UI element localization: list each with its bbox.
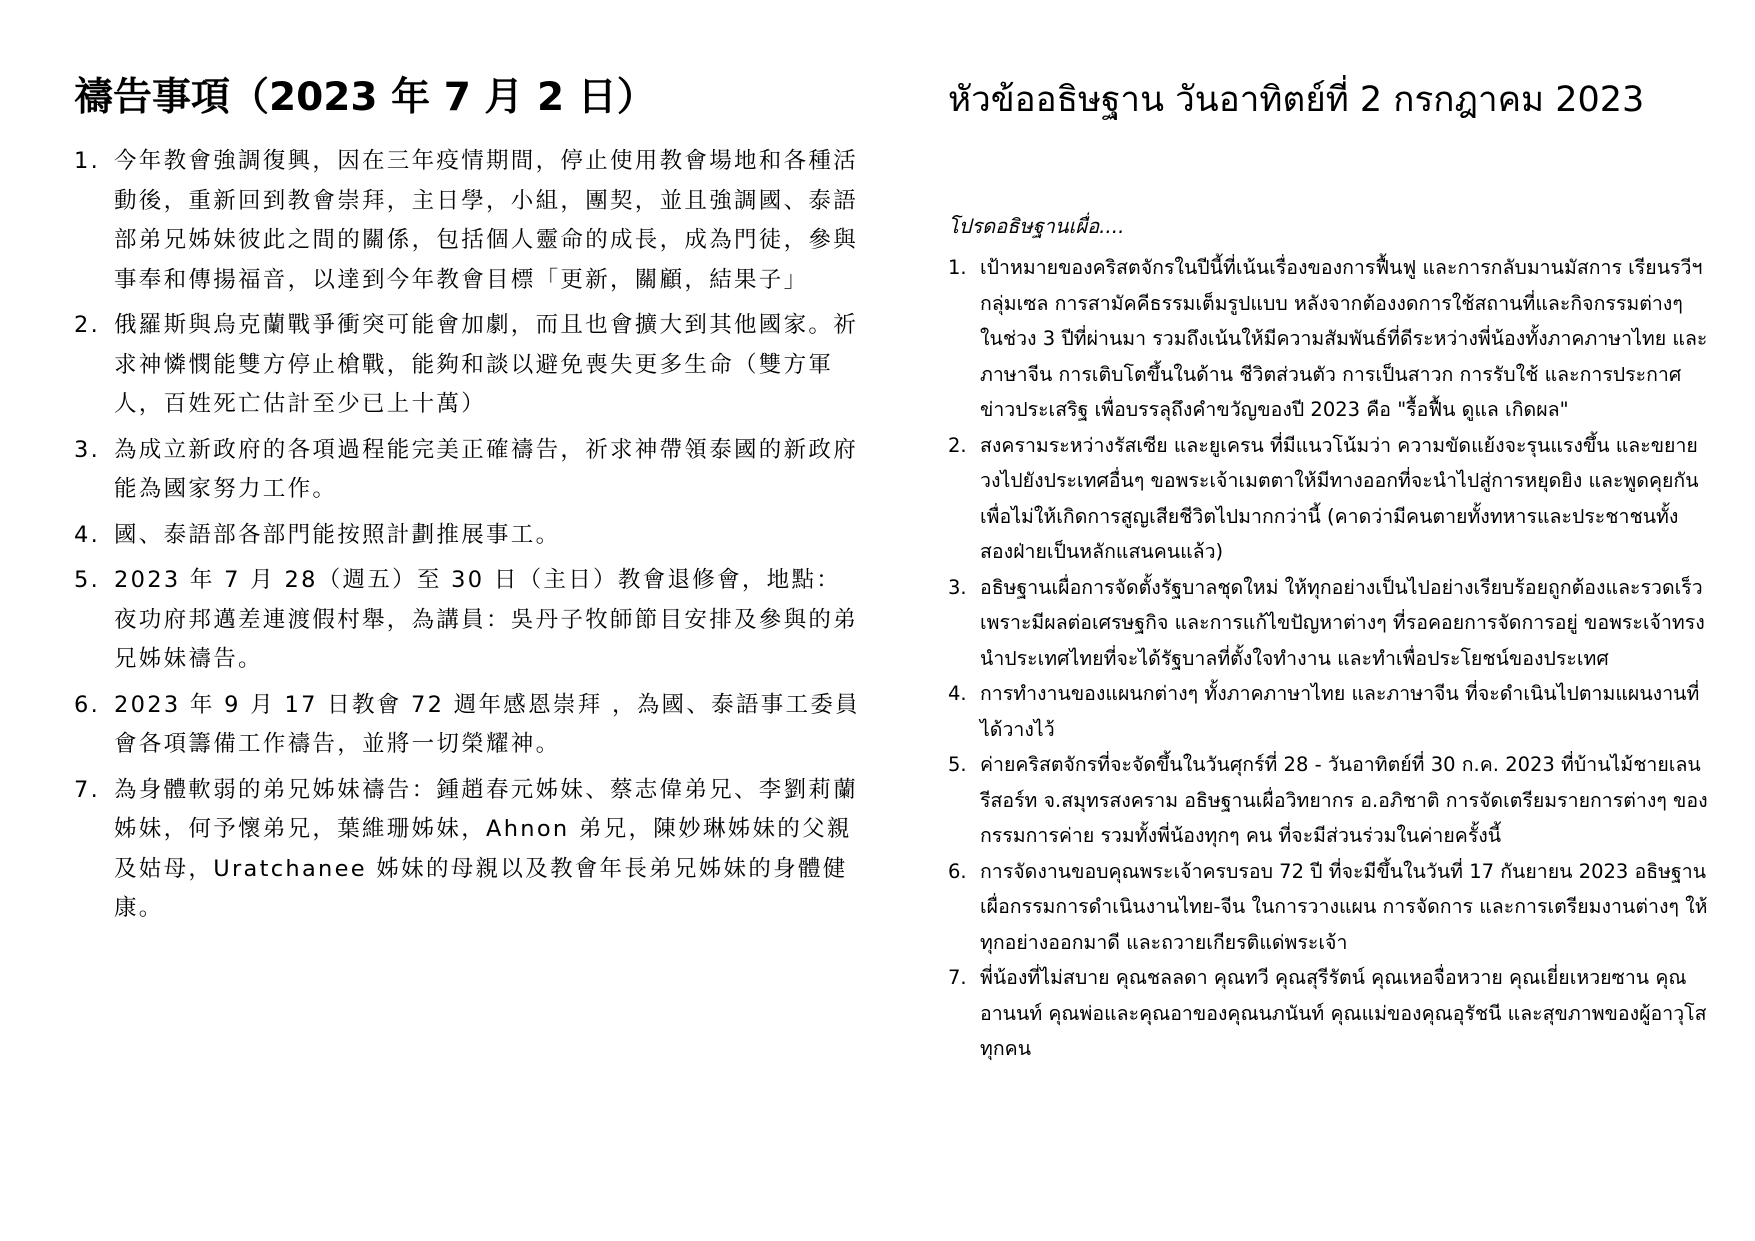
chinese-prayer-item [74, 771, 864, 929]
item-text: ค่ายคริสตจักรที่จะจัดขึ้นในวันศุกร์ที่ 28 - วันอาทิตย์ที่ 30 ก.ค. 2023 ที่บ้านไม้ชายเลนรีสอร์ท จ.สมุทรสงคราม อธิษฐานเผื่อวิทยากร อ.อภิชาติ การจัดเตรียมรายการต่างๆ ของกรรมการค่าย รวมทั้งพี่น้องทุกๆ คน ที่จะมีส่วนร่วมในค่ายครั้งนี้ [980, 753, 1708, 847]
thai-prayer-column [948, 70, 1708, 1067]
item-text: อธิษฐานเผื่อการจัดตั้งรัฐบาลชุดใหม่ ให้ทุกอย่างเป็นไปอย่างเรียบร้อยถูกต้องและรวดเร็ว เพราะมีผลต่อเศรษฐกิจ และการแก้ไขปัญหาต่างๆ ที่รอคอยการจัดการอยู่ ขอพระเจ้าทรงนำประเทศไทยที่จะได้รัฐบาลที่ตั้งใจทำงาน และทำเพื่อประโยชน์ของประเทศ [980, 575, 1705, 670]
chinese-prayer-item [74, 431, 864, 510]
item-text: สงครามระหว่างรัสเซีย และยูเครน ที่มีแนวโน้มว่า ความขัดแย้งจะรุนแรงขึ้น และขยายวงไปยังประเทศอื่นๆ ขอพระเจ้าเมตตาให้มีทางออกที่จะนำไปสู่การหยุดยิง และพูดคุยกัน เพื่อไม่ให้เกิดการสูญเสียชีวิตไปมากกว่านี้ (คาดว่ามีคนตายทั้งทหารและประชาชนทั้งสองฝ่ายเป็นหลักแสนคนแล้ว) [980, 433, 1699, 563]
thai-prayer-list [948, 250, 1708, 1067]
chinese-prayer-list [74, 142, 864, 929]
item-text: การทำงานของแผนกต่างๆ ทั้งภาคภาษาไทย และภาษาจีน ที่จะดำเนินไปตามแผนงานที่ได้วางไว้ [980, 682, 1700, 741]
item-number: 7. [74, 776, 101, 803]
item-text: พี่น้องที่ไม่สบาย คุณชลลดา คุณทวี คุณสุรีรัตน์ คุณเหอจื่อหวาย คุณเยี่ยเหวยซาน คุณอานนท์ คุณพ่อและคุณอาของคุณนภนันท์ คุณแม่ของคุณอุรัชนี และสุขภาพของผู้อาวุโสทุกคน [980, 966, 1707, 1060]
item-number: 1. [74, 148, 101, 174]
item-number: 6. [948, 859, 967, 883]
thai-prayer-item [948, 676, 1708, 747]
item-text: 為成立新政府的各項過程能完美正確禱告，祈求神帶領泰國的新政府能為國家努力工作。 [114, 436, 859, 502]
item-number: 2. [948, 433, 967, 457]
item-text: 為身體軟弱的弟兄姊妹禱告：鍾趙春元姊妹、蔡志偉弟兄、李劉莉蘭姊妹，何予懷弟兄，葉維珊姊妹，Ahnon 弟兄，陳妙琳姊妹的父親及姑母，Uratchanee 姊妹的母親以及教會年長弟兄姊妹的身體健康。 [114, 776, 859, 921]
item-number: 2. [74, 312, 101, 338]
thai-prayer-item [948, 570, 1708, 677]
thai-prayer-item [948, 747, 1708, 854]
item-number: 4. [74, 521, 101, 548]
item-text: เป้าหมายของคริสตจักรในปีนี้ที่เน้นเรื่องของการฟื้นฟู และการกลับมานมัสการ เรียนรวีฯ กลุ่มเซล การสามัคคีธรรมเต็มรูปแบบ หลังจากต้องงดการใช้สถานที่และกิจกรรมต่างๆ ในช่วง 3 ปีที่ผ่านมา รวมถึงเน้นให้มีความสัมพันธ์ที่ดีระหว่างพี่น้องทั้งภาคภาษาไทย และภาษาจีน การเติบโตขึ้นในด้าน ชีวิตส่วนตัว การเป็นสาวก การรับใช้ และการประกาศข่าวประเสริฐ เพื่อบรรลุถึงคำขวัญของปี 2023 คือ "รื้อฟื้น ดูแล เกิดผล" [980, 256, 1708, 421]
chinese-title: 禱告事項（2023 年 7 月 2 日） [74, 75, 656, 120]
item-text: 2023 年 7 月 28（週五）至 30 日（主日）教會退修會，地點：夜功府邦邁差連渡假村舉，為講員：吳丹子牧師節目安排及參與的弟兄姊妹禱告。 [114, 567, 859, 672]
item-text: 今年教會強調復興，因在三年疫情期間，停止使用教會場地和各種活動後，重新回到教會崇拜，主日學，小組，團契，並且強調國、泰語部弟兄姊妹彼此之間的關係，包括個人靈命的成長，成為門徒，參與事奉和傳揚福音，以達到今年教會目標「更新，關顧，結果子」 [114, 148, 859, 293]
item-number: 5. [74, 567, 101, 593]
item-number: 1. [948, 256, 967, 279]
item-number: 5. [948, 753, 967, 776]
item-number: 3. [948, 575, 967, 599]
chinese-prayer-column [74, 68, 864, 935]
item-text: 俄羅斯與烏克蘭戰爭衝突可能會加劇，而且也會擴大到其他國家。祈求神憐憫能雙方停止槍戰，能夠和談以避免喪失更多生命（雙方軍人，百姓死亡估計至少已上十萬） [114, 312, 859, 417]
item-number: 7. [948, 966, 967, 989]
thai-prayer-item [948, 960, 1708, 1067]
thai-title: หัวข้ออธิษฐาน วันอาทิตย์ที่ 2 กรกฎาคม 2023 [948, 80, 1645, 120]
chinese-prayer-item [74, 142, 864, 300]
chinese-prayer-item [74, 561, 864, 680]
chinese-prayer-item [74, 306, 864, 425]
chinese-prayer-item [74, 686, 864, 765]
thai-prayer-item [948, 428, 1708, 570]
item-number: 3. [74, 436, 101, 463]
item-text: 2023 年 9 月 17 日教會 72 週年感恩崇拜 ，為國、泰語事工委員會各項籌備工作禱告，並將一切榮耀神。 [114, 691, 860, 757]
item-text: 國、泰語部各部門能按照計劃推展事工。 [114, 521, 561, 548]
chinese-prayer-item [74, 516, 864, 556]
item-number: 4. [948, 682, 967, 705]
thai-prayer-item [948, 250, 1708, 428]
item-number: 6. [74, 691, 101, 718]
thai-prayer-item [948, 854, 1708, 961]
item-text: การจัดงานขอบคุณพระเจ้าครบรอบ 72 ปี ที่จะมีขึ้นในวันที่ 17 กันยายน 2023 อธิษฐานเผื่อกรรมการดำเนินงานไทย-จีน ในการวางแผน การจัดการ และการเตรียมงานต่างๆ ให้ทุกอย่างออกมาดี และถวายเกียรติแด่พระเจ้า [980, 859, 1708, 954]
thai-intro: โปรดอธิษฐานเผื่อ.... [948, 214, 1125, 238]
